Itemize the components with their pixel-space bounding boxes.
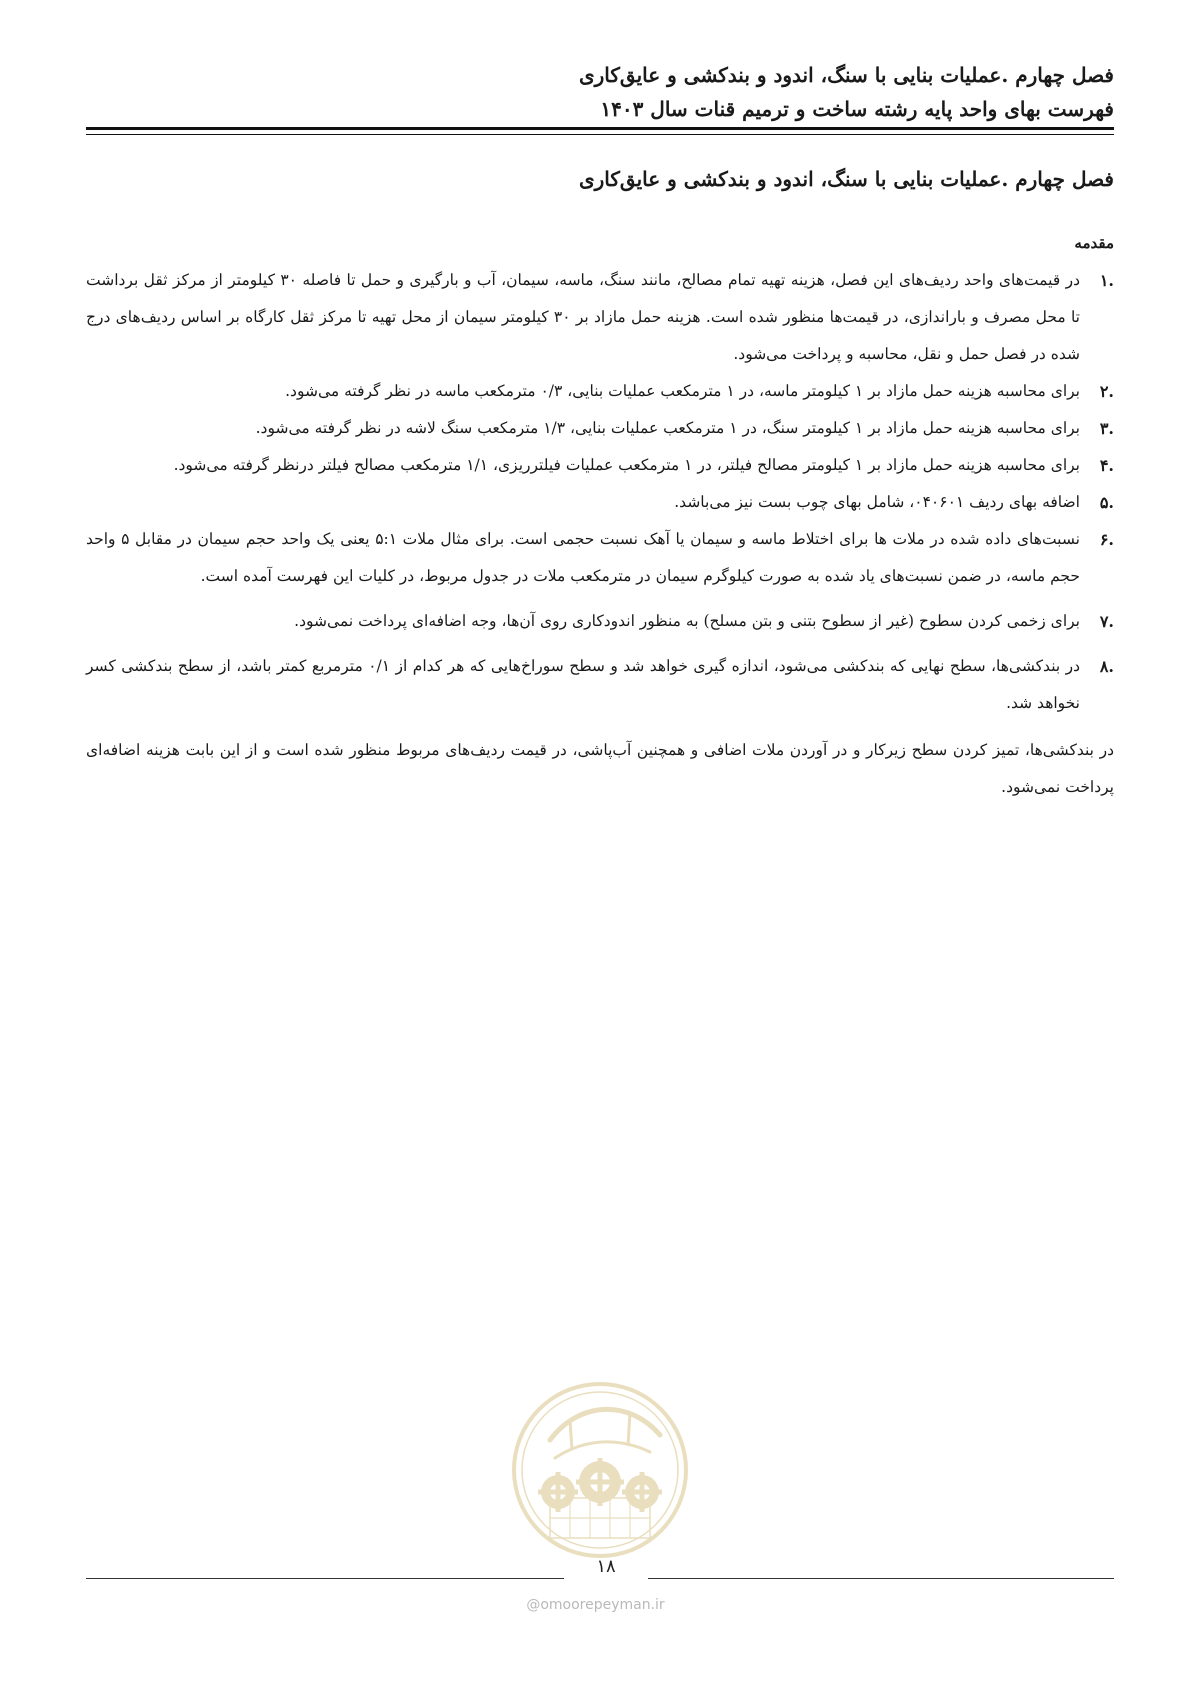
list-item — [86, 410, 1114, 447]
list-item — [86, 447, 1114, 484]
list-item-text: برای زخمی کردن سطوح (غیر از سطوح بتنی و بتن مسلح) به منظور اندودکاری روی آن‌ها، وجه اضافه‌ای پرداخت نمی‌شود. — [294, 612, 1080, 630]
header-document-title: فهرست بهای واحد پایه رشته ساخت و ترمیم قنات سال ۱۴۰۳ — [600, 97, 1114, 121]
header-divider-thick — [86, 127, 1114, 130]
list-item-number: .۴ — [1099, 456, 1114, 475]
page-header — [86, 58, 1114, 126]
list-item — [86, 262, 1114, 373]
list-item — [86, 603, 1114, 640]
list-item-number: .۱ — [1099, 271, 1114, 290]
footer-divider-right — [648, 1578, 1114, 1579]
rules-list — [86, 262, 1114, 722]
header-divider-thin — [86, 134, 1114, 135]
list-item — [86, 373, 1114, 410]
list-item-number: .۸ — [1099, 657, 1114, 676]
header-chapter-title: فصل چهارم .عملیات بنایی با سنگ، اندود و بندکشی و عایق‌کاری — [578, 63, 1114, 87]
seal-watermark-logo — [510, 1380, 690, 1560]
list-item-number: .۲ — [1099, 382, 1114, 401]
list-item-number: .۷ — [1099, 612, 1114, 631]
list-item-text: نسبت‌های داده شده در ملات ها برای اختلاط ماسه و سیمان یا آهک نسبت حجمی است. برای مثال ملات ۵:۱ یعنی یک واحد حجم سیمان در مقابل ۵ واحد حجم ماسه، در ضمن نسبت‌های یاد شده به صورت کیلوگرم سیمان در مترمکعب ملات در جدول مربوط، در کلیات این فهرست آمده است. — [86, 530, 1080, 585]
footer-divider-left — [86, 1578, 564, 1579]
page-content — [86, 162, 1114, 806]
watermark-url: @omoorepeyman.ir — [526, 1597, 665, 1613]
list-item-text: در بندکشی‌ها، سطح نهایی که بندکشی می‌شود، اندازه گیری خواهد شد و سطح سوراخ‌هایی که هر کدام از ۰/۱ مترمربع کمتر باشد، از سطح بندکشی کسر نخواهد شد. — [86, 657, 1080, 712]
list-item — [86, 521, 1114, 595]
list-item-number: .۵ — [1099, 493, 1114, 512]
page-number: ۱۸ — [596, 1556, 616, 1577]
list-item-text: برای محاسبه هزینه حمل مازاد بر ۱ کیلومتر ماسه، در ۱ مترمکعب عملیات بنایی، ۰/۳ مترمکعب ماسه در نظر گرفته می‌شود. — [285, 382, 1080, 400]
list-item-number: .۶ — [1099, 530, 1114, 549]
intro-label: مقدمه — [1074, 234, 1114, 252]
list-item-number: .۳ — [1099, 419, 1114, 438]
list-item-text: برای محاسبه هزینه حمل مازاد بر ۱ کیلومتر مصالح فیلتر، در ۱ مترمکعب عملیات فیلترریزی، ۱/۱ مترمکعب مصالح فیلتر درنظر گرفته می‌شود. — [173, 456, 1080, 474]
list-item — [86, 484, 1114, 521]
list-item-text: در قیمت‌های واحد ردیف‌های این فصل، هزینه تهیه تمام مصالح، مانند سنگ، ماسه، سیمان، آب و بارگیری و حمل تا فاصله ۳۰ کیلومتر از مرکز ثقل برداشت تا محل مصرف و باراندازی، در قیمت‌ها منظور شده است. هزینه حمل مازاد بر ۳۰ کیلومتر سیمان از محل تهیه تا مرکز ثقل کارگاه بر اساس ردیف‌های درج شده در فصل حمل و نقل، محاسبه و پرداخت می‌شود. — [86, 271, 1080, 363]
list-item-text: اضافه بهای ردیف ۰۴۰۶۰۱، شامل بهای چوب بست نیز می‌باشد. — [674, 493, 1080, 511]
list-item — [86, 648, 1114, 722]
section-title: فصل چهارم .عملیات بنایی با سنگ، اندود و بندکشی و عایق‌کاری — [578, 167, 1114, 191]
closing-paragraph: در بندکشی‌ها، تمیز کردن سطح زیرکار و در آوردن ملات اضافی و همچنین آب‌پاشی، در قیمت ردیف‌های مربوط منظور شده است و از این بابت هزینه اضافه‌ای پرداخت نمی‌شود. — [86, 741, 1114, 796]
list-item-text: برای محاسبه هزینه حمل مازاد بر ۱ کیلومتر سنگ، در ۱ مترمکعب عملیات بنایی، ۱/۳ مترمکعب سنگ لاشه در نظر گرفته می‌شود. — [255, 419, 1080, 437]
